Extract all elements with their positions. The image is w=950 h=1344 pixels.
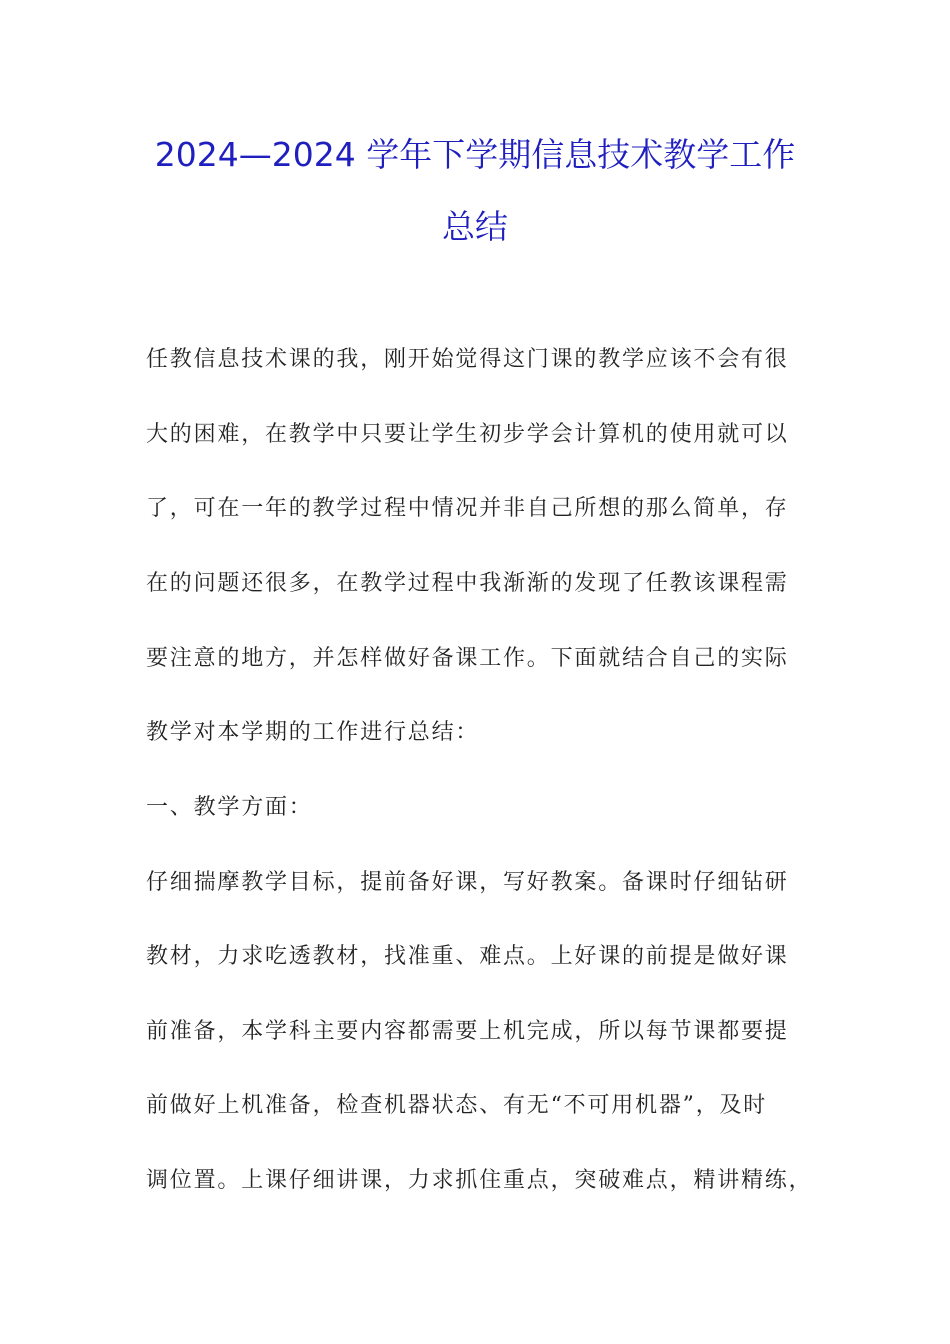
body-text-line: 要注意的地方，并怎样做好备课工作。下面就结合自己的实际	[146, 646, 789, 671]
body-text-line: 前准备，本学科主要内容都需要上机完成，所以每节课都要提	[146, 1019, 789, 1044]
body-text-line: 前做好上机准备，检查机器状态、有无“不可用机器”，及时	[146, 1093, 768, 1118]
body-text-line: 教材，力求吃透教材，找准重、难点。上好课的前提是做好课	[146, 944, 789, 969]
body-text-line: 了，可在一年的教学过程中情况并非自己所想的那么简单，存	[146, 496, 789, 521]
document-title-line-2: 总结	[442, 207, 508, 246]
body-text-line: 在的问题还很多，在教学过程中我渐渐的发现了任教该课程需	[146, 571, 789, 596]
document-title-line-1: 2024—2024 学年下学期信息技术教学工作	[154, 135, 796, 174]
body-text-line: 任教信息技术课的我，刚开始觉得这门课的教学应该不会有很	[146, 347, 789, 372]
section-heading: 一、教学方面：	[146, 795, 313, 820]
body-text-line: 教学对本学期的工作进行总结：	[146, 720, 480, 745]
body-text-line: 仔细揣摩教学目标，提前备好课，写好教案。备课时仔细钻研	[146, 870, 789, 895]
body-text-line: 大的困难，在教学中只要让学生初步学会计算机的使用就可以	[146, 422, 789, 447]
body-text-line: 调位置。上课仔细讲课，力求抓住重点，突破难点，精讲精练，	[146, 1168, 813, 1193]
